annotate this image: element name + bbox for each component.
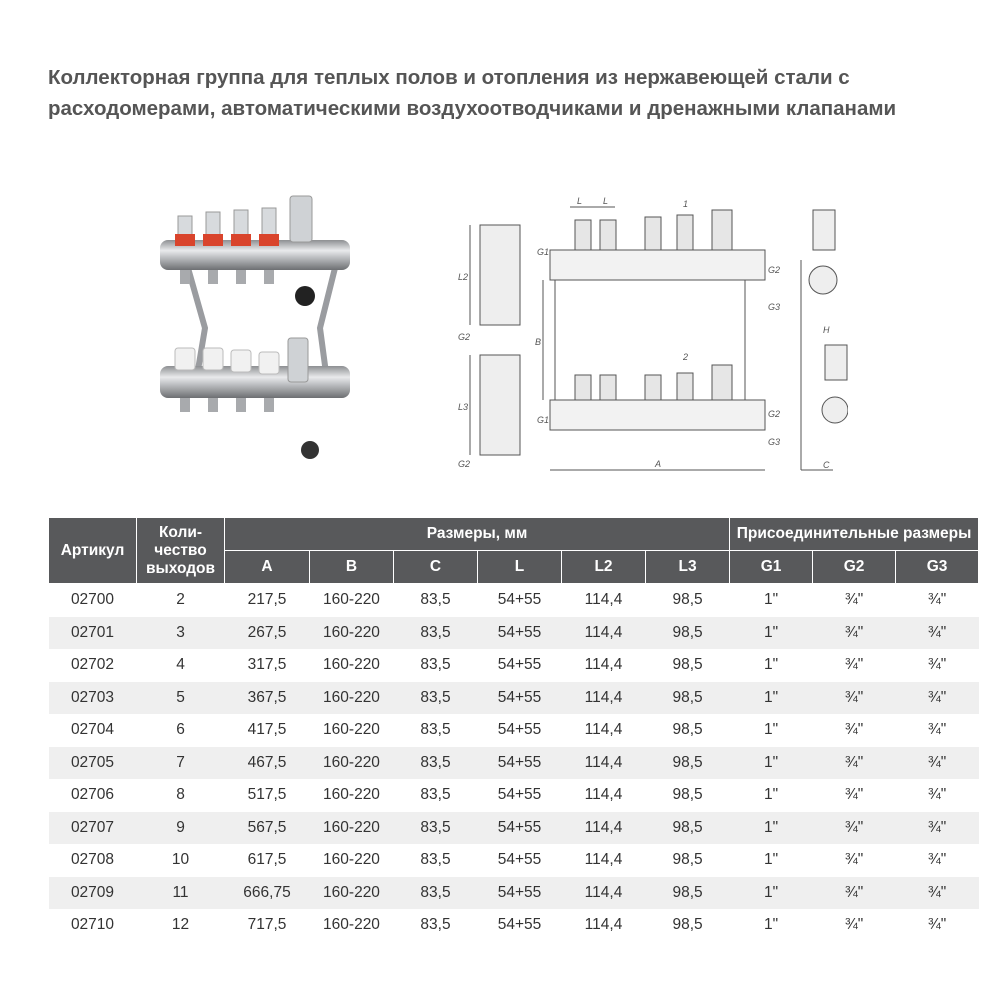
table-cell: 367,5	[225, 682, 310, 715]
dim-l1: L	[577, 196, 583, 206]
table-cell: ¾"	[927, 786, 947, 804]
table-cell: 11	[137, 877, 225, 910]
table-cell: ¾"	[813, 682, 896, 715]
specification-table	[48, 517, 979, 942]
table-cell: 02702	[70, 656, 115, 674]
table-cell: 1"	[764, 656, 779, 674]
header-outputs: Коли-чество выходов	[137, 518, 225, 584]
table-cell: 02710	[70, 916, 115, 934]
table-row	[49, 682, 979, 715]
dim-b: B	[535, 337, 542, 347]
table-cell: 160-220	[323, 851, 380, 869]
header-col: C	[394, 551, 478, 584]
table-cell: 467,5	[225, 747, 310, 780]
table-cell: ¾"	[844, 591, 864, 609]
table-cell: 160-220	[310, 617, 394, 650]
table-cell: 1"	[764, 591, 779, 609]
table-row	[49, 617, 979, 650]
table-cell: 02703	[49, 682, 137, 715]
table-cell: 83,5	[420, 721, 451, 739]
dim-g2-top: G2	[768, 265, 781, 275]
header-col: L	[478, 551, 562, 584]
table-cell: 98,5	[672, 786, 703, 804]
table-cell: 1"	[730, 877, 813, 910]
header-col: B	[310, 551, 394, 584]
dim-g1-top: G1	[537, 247, 550, 257]
table-row	[49, 844, 979, 877]
table-cell: 6	[176, 721, 185, 739]
product-photo	[150, 188, 365, 478]
table-cell: 83,5	[420, 851, 451, 869]
table-cell: 54+55	[478, 682, 562, 715]
table-cell: 54+55	[497, 786, 542, 804]
table-cell: 54+55	[478, 877, 562, 910]
table-row	[49, 877, 979, 910]
table-cell: 717,5	[247, 916, 287, 934]
table-cell: 83,5	[420, 591, 451, 609]
table-cell: 5	[137, 682, 225, 715]
table-cell: ¾"	[844, 656, 864, 674]
table-cell: ¾"	[813, 747, 896, 780]
table-cell: 02704	[70, 721, 115, 739]
page-title: Коллекторная группа для теплых полов и отопления из нержавеющей стали с расходомерами, автоматическими воздухоотводчиками и дренажными клапанами	[48, 66, 897, 120]
table-cell: 02701	[49, 617, 137, 650]
dim-g3-bottom: G3	[768, 437, 781, 447]
table-cell: 83,5	[394, 812, 478, 845]
table-cell: 54+55	[478, 747, 562, 780]
header-col: G2	[813, 551, 896, 584]
table-cell: 160-220	[323, 656, 380, 674]
table-cell: 54+55	[497, 656, 542, 674]
table-cell: 114,4	[562, 877, 646, 910]
table-cell: 114,4	[562, 812, 646, 845]
side-view-drawing	[793, 200, 848, 480]
table-cell: 517,5	[247, 786, 287, 804]
table-cell: 98,5	[646, 877, 730, 910]
table-body	[49, 584, 979, 942]
table-cell: 1"	[730, 812, 813, 845]
table-row	[49, 779, 979, 812]
table-cell: 83,5	[394, 877, 478, 910]
table-cell: 83,5	[420, 916, 451, 934]
table-cell: 98,5	[646, 812, 730, 845]
table-cell: 83,5	[420, 656, 451, 674]
table-cell: 98,5	[646, 747, 730, 780]
table-cell: 98,5	[672, 721, 703, 739]
table-cell: 114,4	[584, 591, 623, 609]
header-article: Артикул	[49, 518, 137, 584]
table-cell: 02708	[70, 851, 115, 869]
header-col: G1	[730, 551, 813, 584]
table-row	[49, 909, 979, 942]
table-row	[49, 714, 979, 747]
table-cell: ¾"	[844, 721, 864, 739]
table-cell: 98,5	[672, 591, 703, 609]
dim-g1-bottom: G1	[537, 415, 550, 425]
table-cell: 114,4	[584, 851, 623, 869]
table-cell: 617,5	[247, 851, 287, 869]
dim-g2-bottom: G2	[768, 409, 781, 419]
table-cell: ¾"	[896, 617, 979, 650]
table-cell: 160-220	[323, 721, 380, 739]
technical-drawing	[455, 195, 785, 485]
table-cell: ¾"	[927, 591, 947, 609]
table-cell: 9	[137, 812, 225, 845]
table-cell: 1"	[730, 617, 813, 650]
table-cell: 54+55	[497, 721, 542, 739]
table-cell: ¾"	[844, 786, 864, 804]
table-cell: 567,5	[225, 812, 310, 845]
table-cell: 1"	[764, 916, 779, 934]
table-cell: ¾"	[896, 812, 979, 845]
dim-g2-left-top: G2	[458, 332, 471, 342]
table-cell: 54+55	[497, 916, 542, 934]
table-cell: 1"	[764, 721, 779, 739]
table-row	[49, 649, 979, 682]
header-col: L2	[562, 551, 646, 584]
table-cell: 02700	[70, 591, 115, 609]
table-cell: 417,5	[247, 721, 287, 739]
callout-1: 1	[683, 199, 689, 209]
table-cell: 98,5	[672, 656, 703, 674]
table-row	[49, 812, 979, 845]
table-cell: 83,5	[394, 747, 478, 780]
table-cell: ¾"	[844, 916, 864, 934]
table-cell: 54+55	[478, 812, 562, 845]
table-cell: 98,5	[672, 916, 703, 934]
table-cell: 7	[137, 747, 225, 780]
table-cell: 8	[176, 786, 185, 804]
header-connection: Присоединительные размеры	[730, 518, 979, 551]
table-cell: 114,4	[584, 721, 623, 739]
header-col: L3	[646, 551, 730, 584]
table-cell: 1"	[730, 747, 813, 780]
header-col: G3	[896, 551, 979, 584]
table-cell: 317,5	[247, 656, 287, 674]
table-cell: 160-220	[310, 877, 394, 910]
table-cell: ¾"	[927, 851, 947, 869]
table-cell: 2	[176, 591, 185, 609]
table-cell: 54+55	[497, 851, 542, 869]
dim-h: H	[823, 325, 830, 335]
table-cell: 10	[171, 851, 190, 869]
dim-l3-side: L3	[458, 402, 469, 412]
table-cell: 54+55	[478, 617, 562, 650]
table-cell: 83,5	[420, 786, 451, 804]
table-cell: 217,5	[247, 591, 287, 609]
table-cell: 114,4	[584, 656, 623, 674]
dim-g2-left-bottom: G2	[458, 459, 471, 469]
table-cell: 160-220	[323, 916, 380, 934]
table-cell: 02707	[49, 812, 137, 845]
dim-l2-side: L2	[458, 272, 469, 282]
table-cell: 54+55	[497, 591, 542, 609]
dim-l2: L	[603, 196, 609, 206]
table-cell: ¾"	[813, 812, 896, 845]
dim-a: A	[655, 459, 662, 469]
table-cell: 114,4	[562, 617, 646, 650]
table-cell: ¾"	[896, 747, 979, 780]
table-cell: ¾"	[813, 617, 896, 650]
table-cell: 3	[137, 617, 225, 650]
table-cell: 114,4	[584, 916, 623, 934]
table-cell: 02706	[70, 786, 115, 804]
table-cell: 98,5	[646, 682, 730, 715]
table-cell: ¾"	[927, 916, 947, 934]
table-cell: 267,5	[225, 617, 310, 650]
header-sizes: Размеры, мм	[225, 518, 730, 551]
table-cell: 12	[171, 916, 190, 934]
header-col: A	[225, 551, 310, 584]
table-cell: 83,5	[394, 682, 478, 715]
dim-c: C	[823, 460, 830, 470]
table-cell: 114,4	[562, 747, 646, 780]
table-cell: 114,4	[584, 786, 623, 804]
table-cell: 4	[176, 656, 185, 674]
table-cell: ¾"	[813, 877, 896, 910]
table-cell: 83,5	[394, 617, 478, 650]
table-cell: 160-220	[310, 682, 394, 715]
table-cell: 160-220	[310, 812, 394, 845]
table-cell: ¾"	[844, 851, 864, 869]
table-cell: 02709	[49, 877, 137, 910]
table-cell: 160-220	[323, 786, 380, 804]
table-cell: 98,5	[646, 617, 730, 650]
dim-g3-top: G3	[768, 302, 781, 312]
table-cell: 98,5	[672, 851, 703, 869]
callout-2: 2	[683, 352, 689, 362]
table-cell: 160-220	[310, 747, 394, 780]
table-cell: 160-220	[323, 591, 380, 609]
table-row	[49, 584, 979, 617]
table-cell: 02705	[49, 747, 137, 780]
table-cell: 1"	[730, 682, 813, 715]
table-cell: 114,4	[562, 682, 646, 715]
table-cell: 1"	[764, 786, 779, 804]
table-cell: 666,75	[225, 877, 310, 910]
table-cell: 1"	[764, 851, 779, 869]
table-cell: ¾"	[896, 877, 979, 910]
table-row	[49, 747, 979, 780]
table-cell: ¾"	[927, 656, 947, 674]
table-cell: ¾"	[896, 682, 979, 715]
table-cell: ¾"	[927, 721, 947, 739]
